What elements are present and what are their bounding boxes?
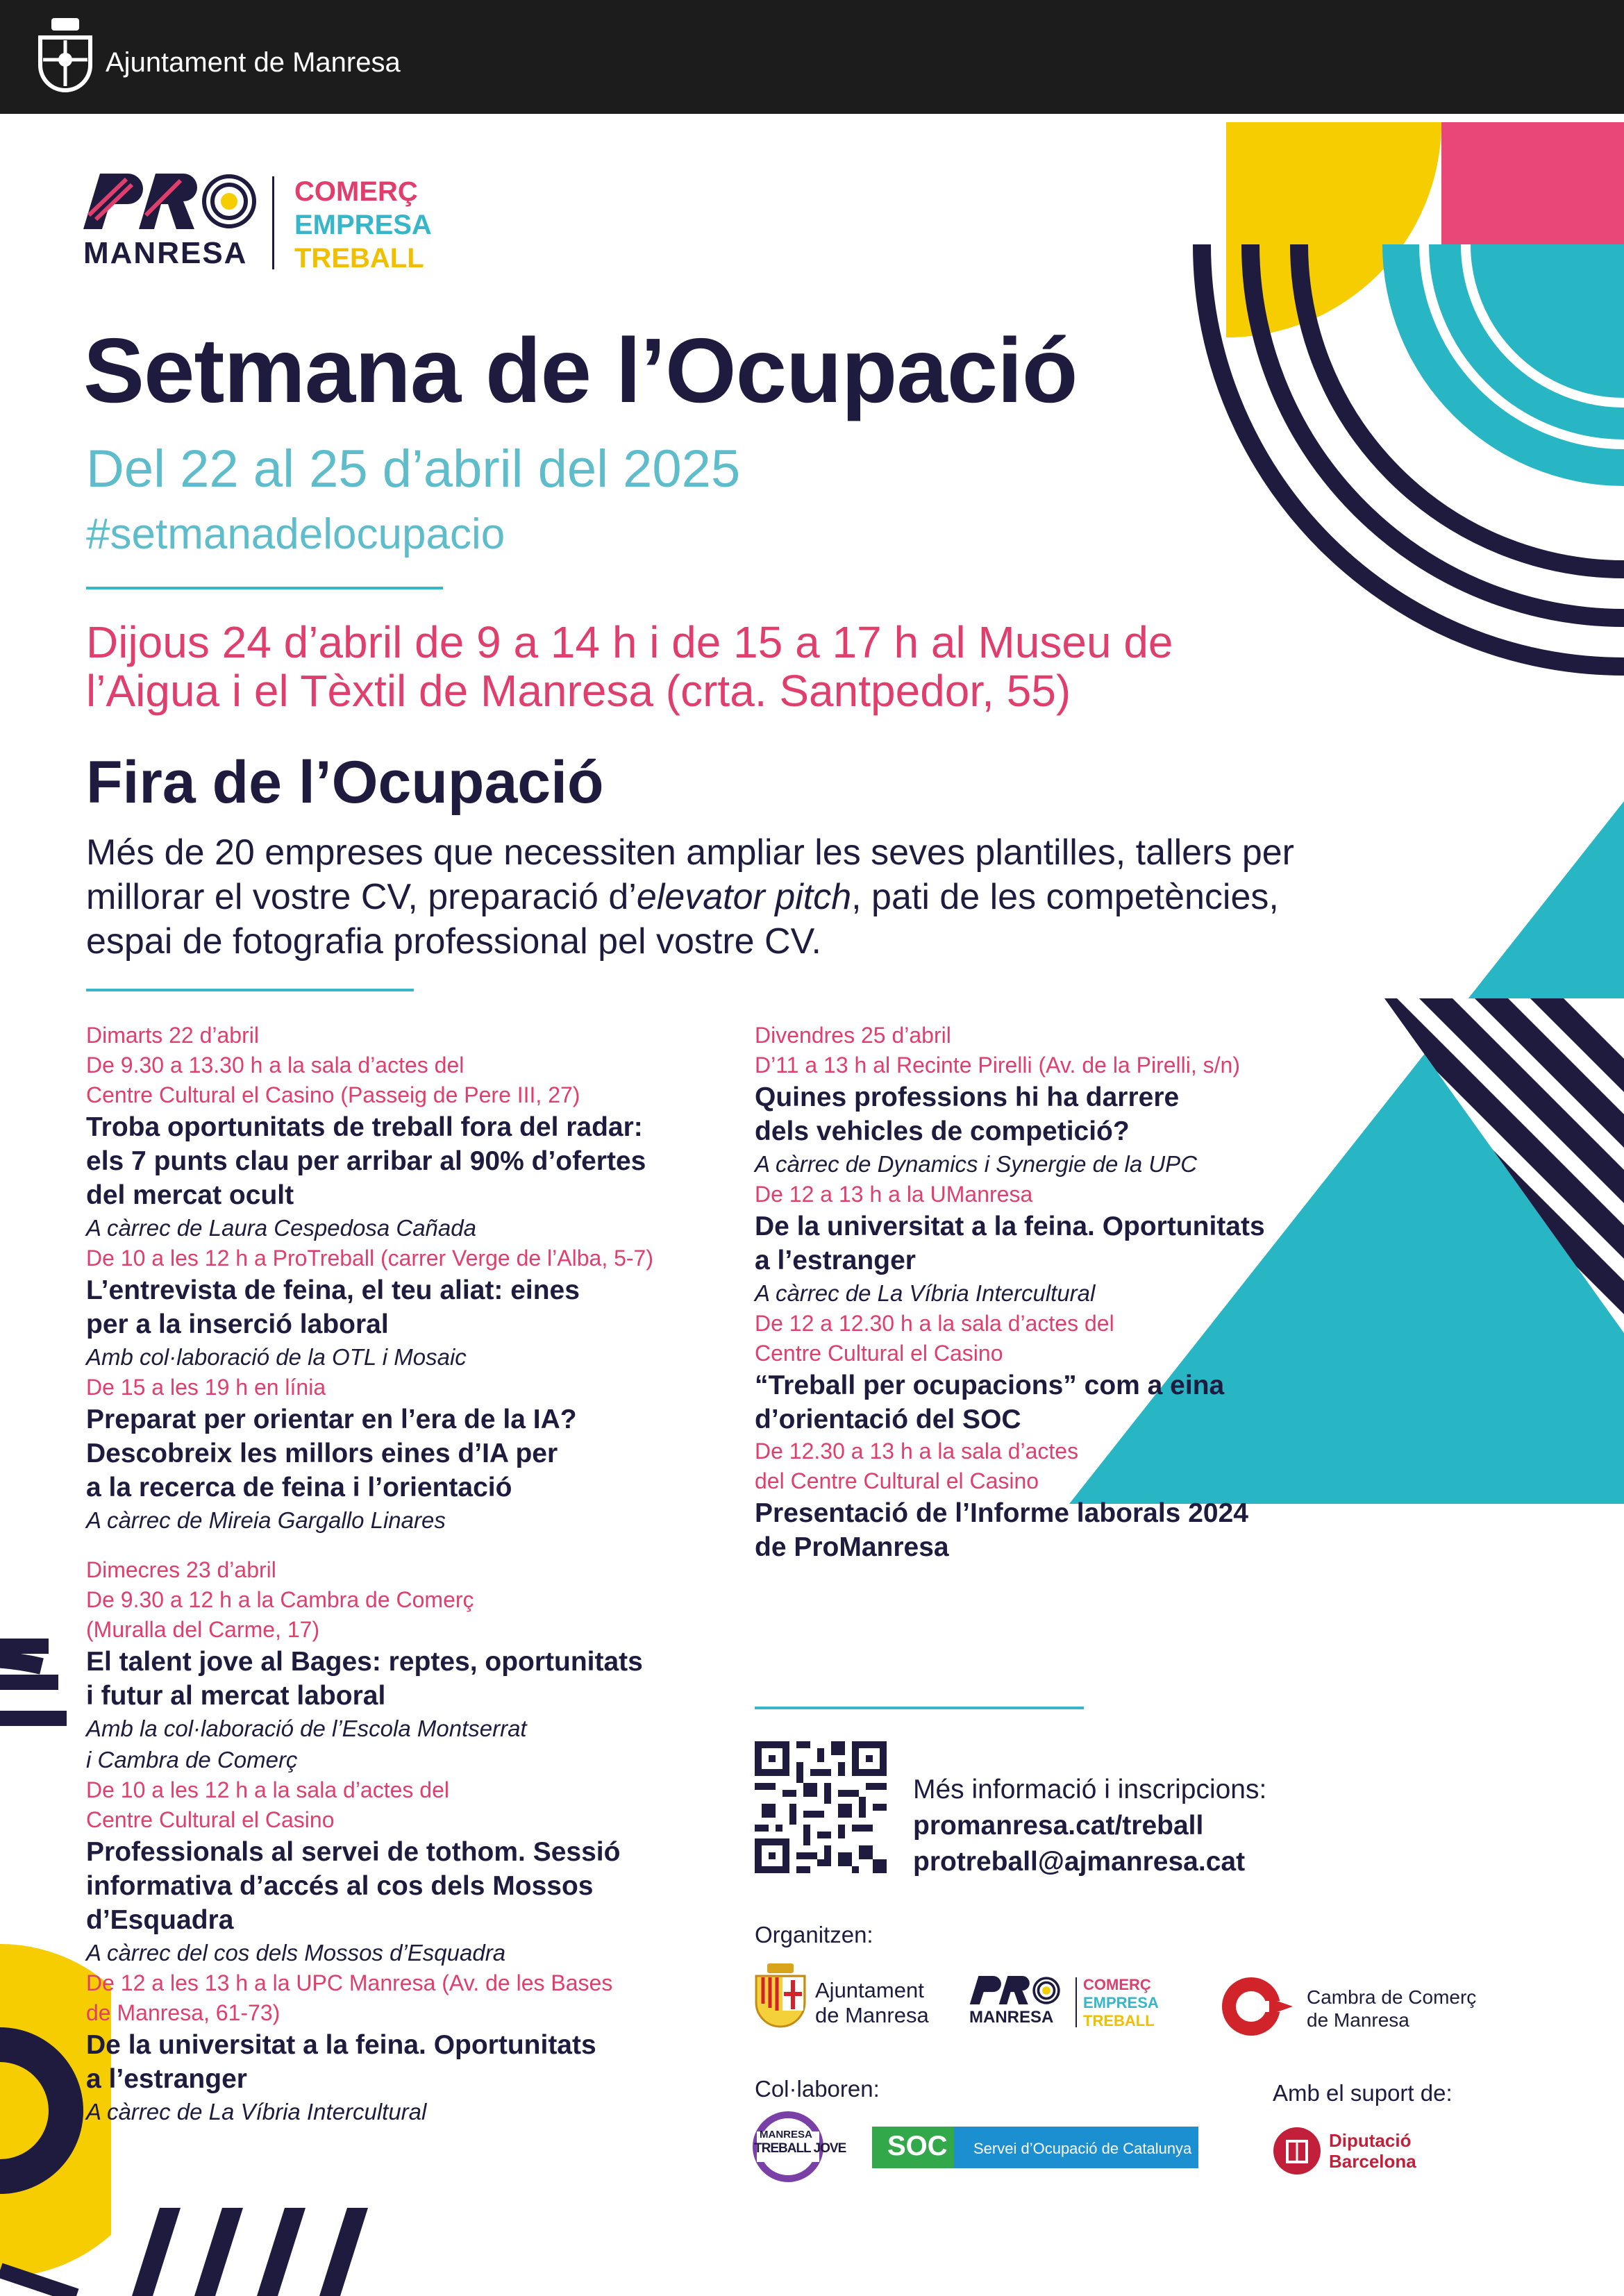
event-speaker: A càrrec de La Víbria Intercultural (86, 2099, 427, 2125)
hashtag: #setmanadelocupacio (86, 510, 505, 558)
event-title: del mercat ocult (86, 1180, 294, 1210)
day-spacer (86, 1536, 711, 1555)
brand-word-empresa: EMPRESA (294, 210, 432, 240)
event-time-location: De 12.30 a 13 h a la sala d’actes (755, 1439, 1079, 1464)
cambra-logo-line2: de Manresa (1307, 2009, 1409, 2031)
treball-jove-line2: TREBALL JOVE (754, 2141, 846, 2156)
collaborators-label: Col·laboren: (755, 2076, 880, 2102)
program-event (86, 1585, 711, 1775)
brand-separator-small (1075, 1977, 1077, 2027)
event-title: d’orientació del SOC (755, 1405, 1021, 1434)
brand-small-comerc: COMERÇ (1083, 1976, 1151, 1993)
program-event (755, 1436, 1380, 1564)
event-time-location: De 12 a les 13 h a la UPC Manresa (Av. de les Bases (86, 1970, 613, 1995)
event-title: Preparat per orientar en l’era de la IA? (86, 1405, 577, 1434)
header-organization: Ajuntament de Manresa (106, 47, 401, 78)
event-title: per a la inserció laboral (86, 1309, 389, 1339)
cambra-logo-icon (1221, 1976, 1298, 2037)
event-time-location: Centre Cultural el Casino (86, 1807, 335, 1832)
ajuntament-crest-icon (32, 17, 99, 101)
event-speaker: A càrrec del cos dels Mossos d’Esquadra (86, 1940, 506, 1966)
event-time-location: Centre Cultural el Casino (755, 1341, 1003, 1366)
event-dates: Del 22 al 25 d’abril del 2025 (86, 439, 741, 498)
program-event (755, 1050, 1380, 1180)
event-time-location: De 12 a 12.30 h a la sala d’actes del (755, 1311, 1114, 1336)
contact-label: Més informació i inscripcions: (913, 1775, 1267, 1804)
brand-small-treball: TREBALL (1083, 2012, 1155, 2029)
program-event (86, 1050, 711, 1243)
brand-word-comerc: COMERÇ (294, 176, 418, 207)
soc-logo-long: Servei d’Ocupació de Catalunya (973, 2140, 1192, 2157)
event-title: “Treball per ocupacions” com a eina (755, 1371, 1225, 1400)
event-title: a l’estranger (755, 1246, 916, 1275)
event-title: els 7 punts clau per arribar al 90% d’ofertes (86, 1146, 646, 1176)
event-time-location: De 9.30 a 12 h a la Cambra de Comerç (86, 1587, 474, 1612)
support-label: Amb el suport de: (1273, 2080, 1453, 2106)
event-speaker: A càrrec de Laura Cespedosa Cañada (86, 1215, 476, 1241)
program-event (755, 1309, 1380, 1436)
diputacio-line2: Barcelona (1329, 2151, 1416, 2172)
promanresa-logo-icon (83, 174, 264, 236)
divider (755, 1707, 1084, 1709)
soc-logo-short: SOC (887, 2131, 948, 2161)
event-time-location: del Centre Cultural el Casino (755, 1468, 1039, 1493)
event-title: Professionals al servei de tothom. Sessió (86, 1837, 621, 1867)
event-title: a l’estranger (86, 2064, 247, 2094)
event-title: i futur al mercat laboral (86, 1681, 386, 1711)
treball-jove-line1: MANRESA (760, 2129, 812, 2140)
day-heading: Dimecres 23 d’abril (86, 1557, 276, 1582)
qr-code-icon (755, 1741, 887, 1873)
event-title: El talent jove al Bages: reptes, oportunitats (86, 1647, 643, 1677)
event-speaker: A càrrec de Mireia Gargallo Linares (86, 1507, 446, 1533)
decorative-shapes-bottom (118, 2208, 396, 2296)
cambra-logo-line1: Cambra de Comerç (1307, 1986, 1477, 2008)
contact-url-link[interactable]: promanresa.cat/treball (913, 1811, 1204, 1841)
event-title: L’entrevista de feina, el teu aliat: eines (86, 1275, 580, 1305)
event-title: De la universitat a la feina. Oportunitats (755, 1212, 1265, 1241)
page-title: Setmana de l’Ocupació (83, 319, 1078, 421)
event-title: d’Esquadra (86, 1905, 234, 1935)
ajuntament-logo-line1: Ajuntament (815, 1978, 924, 2002)
program-event (86, 1373, 711, 1536)
brand-small-empresa: EMPRESA (1083, 1994, 1159, 2011)
fair-schedule: Dijous 24 d’abril de 9 a 14 h i de 15 a 17 h al Museu de l’Aigua i el Tèxtil de Manresa (crta. Santpedor, 55) (86, 617, 1173, 716)
event-time-location: De 12 a 13 h a la UManresa (755, 1182, 1033, 1207)
promanresa-small-manresa: MANRESA (969, 2008, 1054, 2027)
organizers-label: Organitzen: (755, 1922, 873, 1947)
event-speaker: A càrrec de Dynamics i Synergie de la UPC (755, 1151, 1198, 1177)
event-time-location: De 15 a les 19 h en línia (86, 1375, 326, 1400)
fair-title: Fira de l’Ocupació (86, 749, 604, 816)
program-event (755, 1180, 1380, 1309)
program-event (86, 1968, 711, 2127)
event-title: de ProManresa (755, 1532, 949, 1562)
contact-email-link[interactable]: protreball@ajmanresa.cat (913, 1847, 1246, 1877)
event-time-location: D’11 a 13 h al Recinte Pirelli (Av. de la Pirelli, s/n) (755, 1053, 1240, 1078)
event-title: Troba oportunitats de treball fora del radar: (86, 1112, 643, 1142)
program-event (86, 1775, 711, 1968)
program-event (86, 1243, 711, 1373)
event-title: informativa d’accés al cos dels Mossos (86, 1871, 594, 1901)
ajuntament-logo-line2: de Manresa (815, 2003, 929, 2027)
event-time-location: De 10 a les 12 h a ProTreball (carrer Verge de l’Alba, 5-7) (86, 1246, 653, 1271)
event-title: a la recerca de feina i l’orientació (86, 1473, 512, 1502)
day-heading: Dimarts 22 d’abril (86, 1023, 259, 1048)
brand-manresa: MANRESA (83, 236, 248, 270)
divider (86, 989, 414, 991)
event-time-location: De 10 a les 12 h a la sala d’actes del (86, 1777, 449, 1802)
event-title: Quines professions hi ha darrere (755, 1082, 1180, 1112)
brand-word-treball: TREBALL (294, 243, 424, 274)
event-time-location: Centre Cultural el Casino (Passeig de Pere III, 27) (86, 1082, 580, 1107)
event-title: Presentació de l’Informe laborals 2024 (755, 1498, 1248, 1528)
program-left-column (86, 1021, 711, 2127)
divider (86, 587, 443, 589)
event-time-location: de Manresa, 61-73) (86, 2000, 281, 2025)
event-time-location: (Muralla del Carme, 17) (86, 1617, 320, 1642)
ajuntament-shield-icon (752, 1962, 809, 2031)
event-time-location: De 9.30 a 13.30 h a la sala d’actes del (86, 1053, 464, 1078)
event-speaker: i Cambra de Comerç (86, 1747, 298, 1773)
diputacio-line1: Diputació (1329, 2130, 1412, 2151)
event-title: De la universitat a la feina. Oportunitats (86, 2030, 596, 2060)
promanresa-small-logo-icon (969, 1976, 1065, 2005)
event-title: dels vehicles de competició? (755, 1116, 1130, 1146)
event-speaker: Amb la col·laboració de l’Escola Montserrat (86, 1716, 527, 1741)
diputacio-logo-icon (1272, 2126, 1322, 2176)
program-right-column (755, 1021, 1380, 1564)
day-heading: Divendres 25 d’abril (755, 1023, 951, 1048)
event-title: Descobreix les millors eines d’IA per (86, 1439, 558, 1468)
event-speaker: Amb col·laboració de la OTL i Mosaic (86, 1344, 467, 1370)
event-speaker: A càrrec de La Víbria Intercultural (755, 1280, 1096, 1306)
fair-description: Més de 20 empreses que necessiten ampliar les seves plantilles, tallers per millorar el vostre CV, preparació d’elevator pitch, pati de les competències, espai de fotografia professional pel vostre CV. (86, 832, 1294, 962)
brand-separator (272, 176, 274, 269)
